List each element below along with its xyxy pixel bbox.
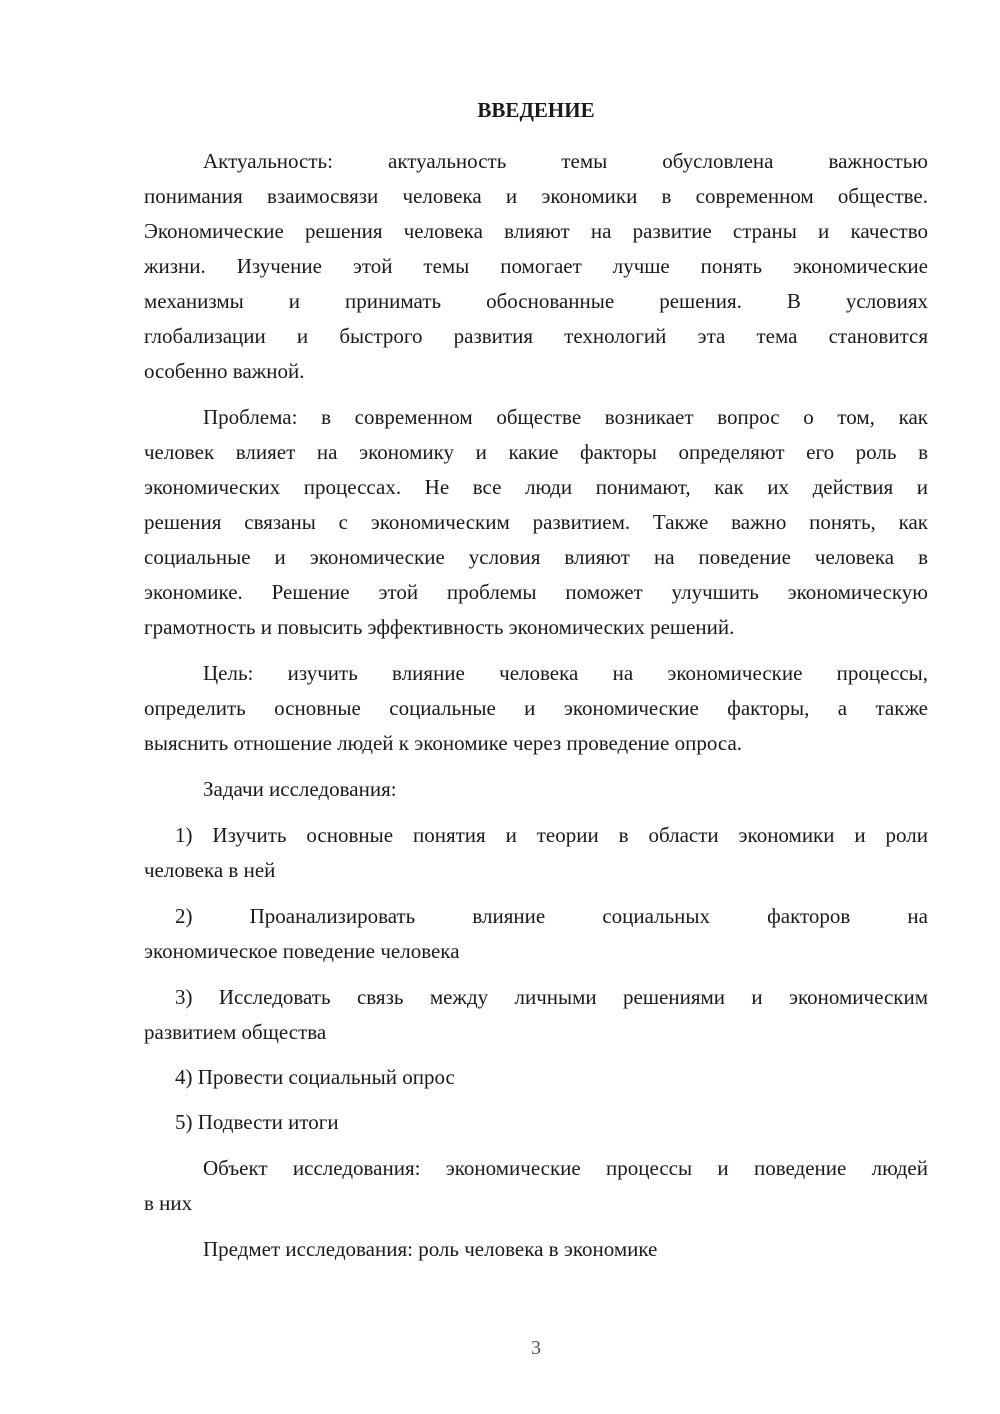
text-line: жизни. Изучение этой темы помогает лучше понять экономические <box>144 254 928 278</box>
text-line: Цель: изучить влияние человека на экономические процессы, <box>203 661 928 685</box>
list-item-line: 5) Подвести итоги <box>175 1110 339 1134</box>
text-line: Задачи исследования: <box>203 777 397 801</box>
page-number: 3 <box>531 1337 541 1359</box>
text-line: Предмет исследования: роль человека в экономике <box>203 1237 658 1261</box>
section-heading: ВВЕДЕНИЕ <box>477 98 595 122</box>
list-item-line: 1) Изучить основные понятия и теории в области экономики и роли <box>175 823 928 847</box>
text-line: экономических процессах. Не все люди понимают, как их действия и <box>144 475 928 499</box>
text-line: решения связаны с экономическим развитием. Также важно понять, как <box>144 510 928 534</box>
text-line: человек влияет на экономику и какие факторы определяют его роль в <box>144 440 928 464</box>
text-line: в них <box>144 1191 193 1215</box>
text-line: понимания взаимосвязи человека и экономики в современном обществе. <box>144 184 928 208</box>
text-line: экономике. Решение этой проблемы поможет улучшить экономическую <box>144 580 928 604</box>
list-item-line: 2) Проанализировать влияние социальных факторов на <box>175 904 928 928</box>
text-line: Экономические решения человека влияют на развитие страны и качество <box>144 219 928 243</box>
list-item-line: экономическое поведение человека <box>144 939 460 963</box>
list-item-line: 3) Исследовать связь между личными решениями и экономическим <box>175 985 928 1009</box>
text-line: механизмы и принимать обоснованные решения. В условиях <box>144 289 928 313</box>
text-line: Объект исследования: экономические процессы и поведение людей <box>203 1156 928 1180</box>
text-line: социальные и экономические условия влияют на поведение человека в <box>144 545 928 569</box>
text-line: Актуальность: актуальность темы обусловлена важностью <box>203 149 928 173</box>
text-line: выяснить отношение людей к экономике через проведение опроса. <box>144 731 743 755</box>
list-item-line: 4) Провести социальный опрос <box>175 1065 455 1089</box>
text-line: глобализации и быстрого развития технологий эта тема становится <box>144 324 928 348</box>
text-line: определить основные социальные и экономические факторы, а также <box>144 696 928 720</box>
text-line: особенно важной. <box>144 359 305 383</box>
list-item-line: развитием общества <box>144 1020 327 1044</box>
list-item-line: человека в ней <box>144 858 276 882</box>
text-line: грамотность и повысить эффективность экономических решений. <box>144 615 735 639</box>
text-line: Проблема: в современном обществе возникает вопрос о том, как <box>203 405 928 429</box>
